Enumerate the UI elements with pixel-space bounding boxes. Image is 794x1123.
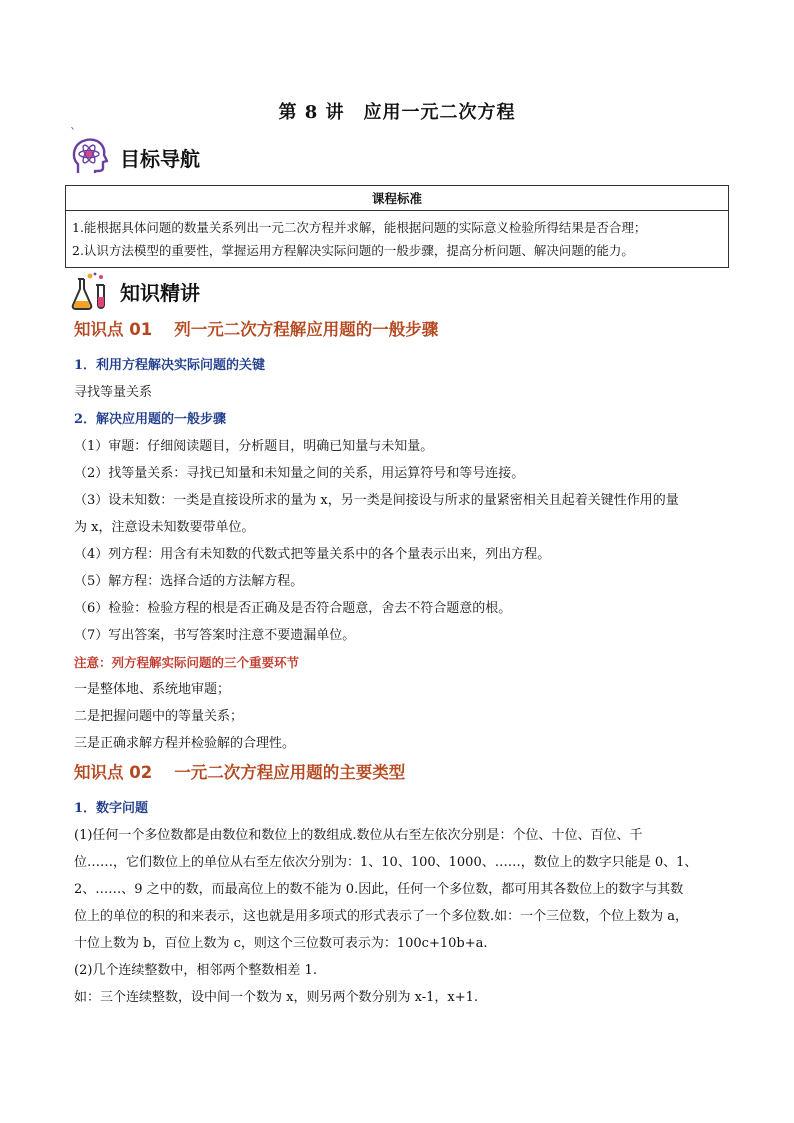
standard-item: 2.认识方法模型的重要性，掌握运用方程解决实际问题的一般步骤，提高分析问题、解决问题的能力。	[72, 243, 634, 258]
step-item: 为 x，注意设未知数要带单位。	[74, 520, 255, 535]
goal-section-heading	[70, 137, 200, 177]
main-content	[74, 316, 726, 1011]
brain-head-icon	[70, 137, 110, 177]
knowledge-point-number: 知识点 01	[74, 320, 153, 339]
step-item: （1）审题：仔细阅读题目，分析题目，明确已知量与未知量。	[74, 439, 434, 454]
body-text: 十位上数为 b，百位上数为 c，则这个三位数可表示为：100c+10b+a.	[74, 936, 488, 951]
step-item: （5）解方程：选择合适的方法解方程。	[74, 574, 304, 589]
knowledge-point-title: 一元二次方程应用题的主要类型	[174, 763, 406, 782]
lab-flask-icon	[70, 271, 110, 311]
step-item: （3）设未知数：一类是直接设所求的量为 x，另一类是间接设与所求的量紧密相关且起着关键性作用的量	[74, 493, 679, 508]
page-title: 第 8 讲 应用一元二次方程	[278, 102, 516, 123]
step-item: （4）列方程：用含有未知数的代数式把等量关系中的各个量表示出来，列出方程。	[74, 547, 551, 562]
note-point: 一是整体地、系统地审题；	[74, 682, 231, 697]
body-text: (1)任何一个多位数都是由数位和数位上的数组成.数位从右至左依次分别是：个位、十位、百位、千	[74, 828, 643, 843]
goal-section-title: 目标导航	[120, 146, 200, 171]
table-header: 课程标准	[66, 186, 729, 211]
step-item: （2）找等量关系：寻找已知量和未知量之间的关系，用运算符号和等号连接。	[74, 466, 525, 481]
body-text: 位……，它们数位上的单位从右至左依次分别为：1、10、100、1000、……，数位上的数字只能是 0、1、	[74, 855, 698, 870]
step-item: （7）写出答案，书写答案时注意不要遗漏单位。	[74, 628, 356, 643]
stray-mark: `	[70, 126, 76, 140]
body-text: (2)几个连续整数中，相邻两个整数相差 1.	[74, 963, 317, 978]
table-row	[66, 211, 729, 268]
subheading: 2．解决应用题的一般步骤	[74, 412, 227, 427]
body-text: 位上的单位的积的和来表示，这也就是用多项式的形式表示了一个多位数.如：一个三位数，个位上数为 a，	[74, 909, 689, 924]
step-item: （6）检验：检验方程的根是否正确及是否符合题意，舍去不符合题意的根。	[74, 601, 512, 616]
knowledge-point-number: 知识点 02	[74, 763, 153, 782]
body-text: 如：三个连续整数，设中间一个数为 x，则另两个数分别为 x-1，x+1.	[74, 990, 478, 1005]
knowledge-point-title: 列一元二次方程解应用题的一般步骤	[174, 320, 439, 339]
subheading: 1．数字问题	[74, 801, 149, 816]
standard-item: 1.能根据具体问题的数量关系列出一元二次方程并求解，能根据问题的实际意义检验所得结果是否合理；	[72, 220, 647, 235]
knowledge-section-title: 知识精讲	[120, 280, 200, 305]
course-standards-table	[65, 185, 729, 268]
knowledge-section-heading	[70, 271, 200, 311]
knowledge-point-heading	[74, 759, 726, 787]
knowledge-point-heading	[74, 316, 726, 344]
note-point: 二是把握问题中的等量关系；	[74, 709, 244, 724]
body-text: 2、……、9 之中的数，而最高位上的数不能为 0.因此，任何一个多位数，都可用其各数位上的数字与其数	[74, 882, 684, 897]
subheading: 1．利用方程解决实际问题的关键	[74, 358, 266, 373]
body-text: 寻找等量关系	[74, 385, 153, 400]
note-heading: 注意：列方程解实际问题的三个重要环节	[74, 655, 300, 670]
note-point: 三是正确求解方程并检验解的合理性。	[74, 736, 296, 751]
